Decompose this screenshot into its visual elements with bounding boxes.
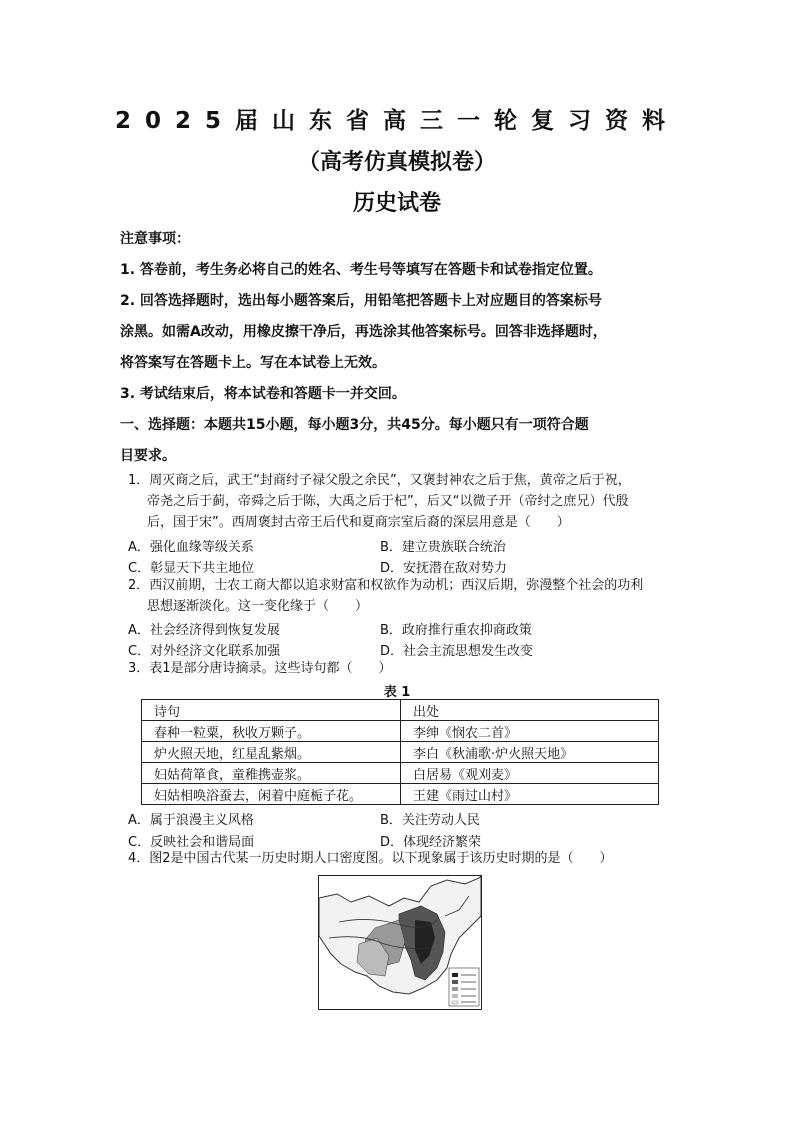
table-header-cell: 诗句: [142, 700, 401, 721]
china-map-figure: [319, 876, 481, 1009]
table-row: [142, 763, 659, 784]
subject-title: 历史试卷: [352, 191, 441, 216]
exam-subtitle: （高考仿真模拟卷）: [297, 150, 496, 175]
note-1: 1. 答卷前，考生务必将自己的姓名、考生号等填写在答题卡和试卷指定位置。: [120, 262, 602, 278]
q1-stem-line-2: 帝尧之后于蓟，帝舜之后于陈，大禹之后于杞”，后又“以微子开（帝纣之庶兄）代殷: [147, 494, 629, 509]
legend-swatch: [452, 980, 458, 984]
poem-line-cell: 妇姑荷箪食，童稚携壶浆。: [142, 763, 401, 784]
table-caption: 表 1: [383, 685, 411, 700]
q2-stem-line-2: 思想逐渐淡化。这一变化缘于（ ）: [147, 599, 369, 614]
poem-source-cell: 李绅《悯农二首》: [401, 721, 659, 742]
section-instructions-line-2: 目要求。: [120, 448, 176, 464]
poems-table: [141, 699, 659, 805]
q1-option-a[interactable]: A．强化血缘等级关系: [128, 540, 254, 555]
q1-stem-line-1: 1．周灭商之后，武王“封商纣子禄父殷之余民”，又褒封神农之后于焦，黄帝之后于祝，: [128, 473, 631, 488]
q4-stem: 4．图2是中国古代某一历史时期人口密度图。以下现象属于该历史时期的是（ ）: [128, 851, 613, 866]
poem-line-cell: 妇姑相唤浴蚕去，闲着中庭栀子花。: [142, 784, 401, 805]
q3-option-c[interactable]: C．反映社会和谐局面: [128, 835, 255, 850]
q3-option-b[interactable]: B．关注劳动人民: [380, 813, 480, 828]
q1-stem-line-3: 后，国于宋”。西周褒封古帝王后代和夏商宗室后裔的深层用意是（ ）: [147, 515, 570, 530]
q2-option-b[interactable]: B．政府推行重农抑商政策: [380, 623, 532, 638]
q3-option-a[interactable]: A．属于浪漫主义风格: [128, 813, 254, 828]
table-row: [142, 721, 659, 742]
q1-option-c[interactable]: C．彰显天下共主地位: [128, 561, 255, 576]
exam-series-title: 2025届山东省高三一轮复习资料: [114, 108, 679, 134]
q2-option-a[interactable]: A．社会经济得到恢复发展: [128, 623, 280, 638]
note-2-line-1: 2. 回答选择题时，选出每小题答案后，用铅笔把答题卡上对应题目的答案标号: [120, 293, 602, 309]
note-3: 3. 考试结束后，将本试卷和答题卡一并交回。: [120, 386, 406, 402]
note-2-line-2: 涂黑。如需A改动，用橡皮擦干净后，再选涂其他答案标号。回答非选择题时，: [120, 324, 607, 340]
poem-source-cell: 白居易《观刈麦》: [401, 763, 659, 784]
q3-stem: 3．表1是部分唐诗摘录。这些诗句都（ ）: [128, 661, 392, 676]
legend-swatch: [452, 994, 458, 998]
q1-option-d[interactable]: D．安抚潜在敌对势力: [380, 561, 508, 576]
legend-swatch: [452, 973, 458, 977]
poem-source-cell: 王建《雨过山村》: [401, 784, 659, 805]
table-row: [142, 784, 659, 805]
poem-source-cell: 李白《秋浦歌·炉火照天地》: [401, 742, 659, 763]
table-header-row: [142, 700, 659, 721]
notes-heading: 注意事项：: [120, 231, 190, 247]
poem-line-cell: 春种一粒粟，秋收万颗子。: [142, 721, 401, 742]
table-row: [142, 742, 659, 763]
legend-swatch: [452, 987, 458, 991]
poem-line-cell: 炉火照天地，红星乱紫烟。: [142, 742, 401, 763]
q2-stem-line-1: 2．西汉前期，士农工商大都以追求财富和权欲作为动机；西汉后期，弥漫整个社会的功利: [128, 578, 644, 593]
note-2-line-3: 将答案写在答题卡上。写在本试卷上无效。: [120, 355, 386, 371]
section-instructions-line-1: 一、选择题：本题共15小题，每小题3分，共45分。每小题只有一项符合题: [120, 417, 589, 433]
q2-option-d[interactable]: D．社会主流思想发生改变: [380, 644, 534, 659]
legend-swatch: [452, 1001, 458, 1004]
table-header-cell: 出处: [401, 700, 659, 721]
q3-option-d[interactable]: D．体现经济繁荣: [380, 835, 482, 850]
q1-option-b[interactable]: B．建立贵族联合统治: [380, 540, 506, 555]
q2-option-c[interactable]: C．对外经济文化联系加强: [128, 644, 281, 659]
population-density-map: [318, 875, 482, 1010]
